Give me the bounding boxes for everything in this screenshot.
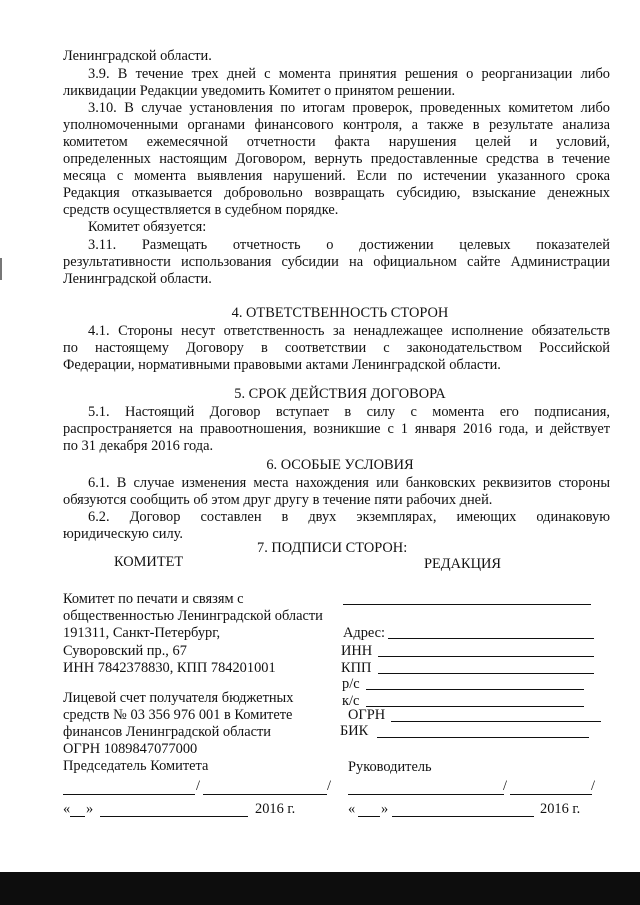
text-line: Комитет обязуется: <box>88 219 207 235</box>
committee-address: 191311, Санкт-Петербург, <box>63 625 221 641</box>
date-quote-close: » <box>381 801 389 817</box>
text-line: результативности использования субсидии на официальном сайте Администрации <box>63 254 610 270</box>
date-quote-open: « <box>63 801 71 817</box>
text-line: Ленинградской области. <box>63 48 212 64</box>
text-line: Ленинградской области. <box>63 271 212 287</box>
editorial-name-line <box>343 604 591 605</box>
scan-bottom-edge <box>0 872 640 905</box>
text-line: по настоящему Договору в соответствии с законодательством Российской <box>63 340 610 356</box>
text-line: 4.1. Стороны несут ответственность за ненадлежащее исполнение обязательств <box>88 323 610 339</box>
text-line: ликвидации Редакции уведомить Комитет о принятом решении. <box>63 83 456 99</box>
rs-line <box>366 689 584 690</box>
bik-label: БИК <box>340 723 369 739</box>
signature-line <box>63 794 195 795</box>
address-line <box>388 638 594 639</box>
text-line: по 31 декабря 2016 года. <box>63 438 214 454</box>
date-quote-open: « <box>348 801 356 817</box>
slash: / <box>503 778 507 794</box>
address-label: Адрес: <box>343 625 386 641</box>
text-line: 3.10. В случае установления по итогам проверок, проведенных комитетом либо <box>88 100 610 116</box>
scan-edge-mark <box>0 258 2 280</box>
editorial-signatory: Руководитель <box>348 759 432 775</box>
bik-line <box>377 737 589 738</box>
kpp-label: КПП <box>341 660 372 676</box>
committee-account: средств № 03 356 976 001 в Комитете <box>63 707 293 723</box>
section-heading: 7. ПОДПИСИ СТОРОН: <box>257 540 408 556</box>
name-line <box>203 794 327 795</box>
slash: / <box>196 778 200 794</box>
committee-account: Лицевой счет получателя бюджетных <box>63 690 294 706</box>
slash: / <box>327 778 331 794</box>
text-line: юридическую силу. <box>63 526 183 542</box>
section-heading: 5. СРОК ДЕЙСТВИЯ ДОГОВОРА <box>234 386 446 402</box>
ks-label: к/с <box>342 693 360 709</box>
text-line: средств осуществляется в судебном порядке. <box>63 202 339 218</box>
text-line: Федерации, нормативными правовыми актами Ленинградской области. <box>63 357 501 373</box>
text-line: обязуются сообщить об этом друг другу в течение пяти рабочих дней. <box>63 492 493 508</box>
text-line: 6.2. Договор составлен в двух экземплярах, имеющих одинаковую <box>88 509 610 525</box>
inn-label: ИНН <box>341 643 373 659</box>
text-line: месяца с момента выявления нарушений. Если по истечении указанного срока <box>63 168 610 184</box>
month-line <box>392 816 534 817</box>
party-label-editorial: РЕДАКЦИЯ <box>424 556 501 572</box>
committee-address: Суворовский пр., 67 <box>63 643 187 659</box>
signature-line <box>348 794 504 795</box>
date-quote-close: » <box>86 801 94 817</box>
text-line: 5.1. Настоящий Договор вступает в силу с момента его подписания, <box>88 404 610 420</box>
party-label-committee: КОМИТЕТ <box>114 554 184 570</box>
text-line: распространяется на правоотношения, возникшие с 1 января 2016 года, и действует <box>63 421 610 437</box>
day-line <box>358 816 380 817</box>
text-line: определенных настоящим Договором, вернуть предоставленные средства в течение <box>63 151 610 167</box>
text-line: 3.9. В течение трех дней с момента принятия решения о реорганизации либо <box>88 66 610 82</box>
text-line: 6.1. В случае изменения места нахождения или банковских реквизитов стороны <box>88 475 610 491</box>
inn-line <box>378 656 594 657</box>
rs-label: р/с <box>342 676 360 692</box>
text-line: уполномоченными органами финансового контроля, а также в результате анализа <box>63 117 610 133</box>
text-line: комитетом ежемесячной отчетности факта нарушения целей и условий, <box>63 134 610 150</box>
committee-ogrn: ОГРН 1089847077000 <box>63 741 198 757</box>
section-heading: 6. ОСОБЫЕ УСЛОВИЯ <box>266 457 414 473</box>
month-line <box>100 816 248 817</box>
kpp-line <box>378 673 594 674</box>
date-year: 2016 г. <box>255 801 296 817</box>
section-heading: 4. ОТВЕТСТВЕННОСТЬ СТОРОН <box>231 305 449 321</box>
name-line <box>510 794 592 795</box>
slash: / <box>591 778 595 794</box>
committee-account: финансов Ленинградской области <box>63 724 271 740</box>
day-line <box>70 816 85 817</box>
ogrn-label: ОГРН <box>348 707 386 723</box>
ogrn-line <box>391 721 601 722</box>
committee-signatory: Председатель Комитета <box>63 758 209 774</box>
ks-line <box>366 706 584 707</box>
text-line: Редакция отказывается добровольно возвращать субсидию, взыскание денежных <box>63 185 610 201</box>
text-line: 3.11. Размещать отчетность о достижении целевых показателей <box>88 237 610 253</box>
committee-inn-kpp: ИНН 7842378830, КПП 784201001 <box>63 660 276 676</box>
committee-name: общественностью Ленинградской области <box>63 608 323 624</box>
date-year: 2016 г. <box>540 801 581 817</box>
committee-name: Комитет по печати и связям с <box>63 591 244 607</box>
